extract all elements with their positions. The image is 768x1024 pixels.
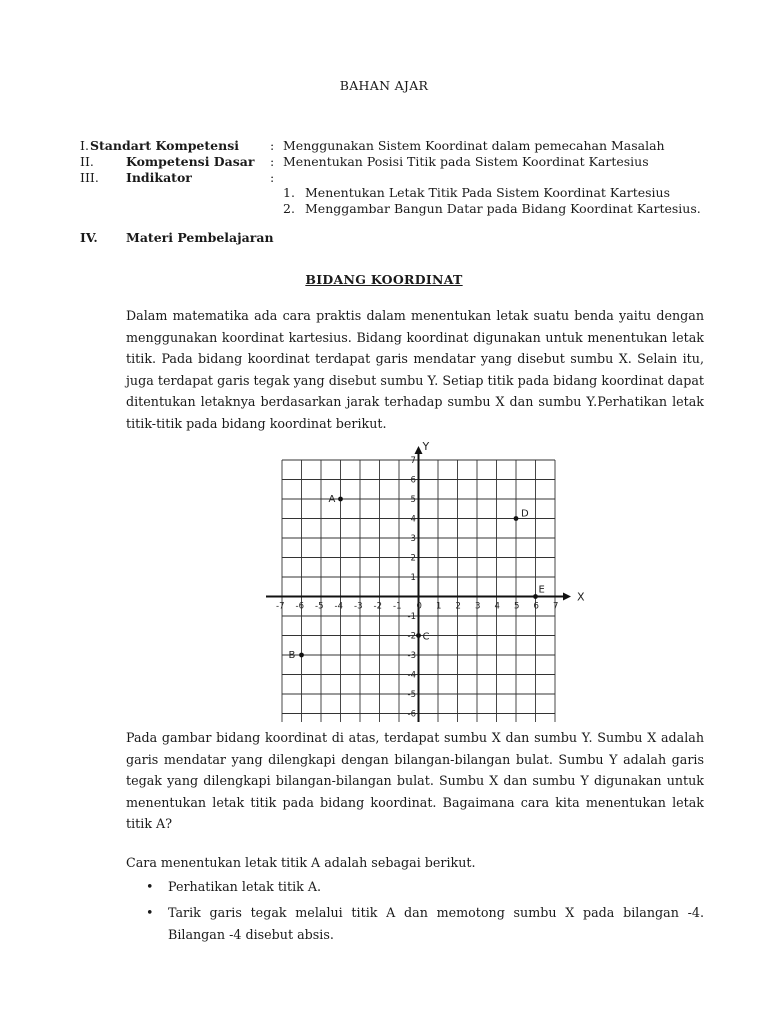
x-tick-label: 1 xyxy=(436,601,442,612)
point-label-b: B xyxy=(288,650,296,661)
bullet-icon: • xyxy=(146,879,154,894)
point-label-a: A xyxy=(328,494,336,505)
competency-number: I. xyxy=(80,138,89,153)
competency-value: Menentukan Posisi Titik pada Sistem Koordinat Kartesius xyxy=(283,154,649,169)
competency-label: Standart Kompetensi xyxy=(90,138,239,153)
x-tick-label: -4 xyxy=(334,601,343,612)
x-axis-arrow-icon xyxy=(563,593,571,601)
list-item xyxy=(126,902,704,946)
x-tick-label: -3 xyxy=(354,601,363,612)
y-tick-label: 7 xyxy=(410,456,416,466)
x-tick-label: 2 xyxy=(455,601,461,612)
y-axis-arrow-icon xyxy=(415,446,423,454)
axes xyxy=(266,440,585,722)
x-tick-label: -2 xyxy=(373,601,382,612)
x-axis-label: X xyxy=(577,590,585,604)
competency-colon: : xyxy=(270,154,275,169)
competency-number: III. xyxy=(80,170,99,185)
point-label-c: C xyxy=(422,631,430,643)
y-tick-label: 2 xyxy=(410,553,416,564)
x-tick-label: -1 xyxy=(393,601,402,612)
x-tick-label: -6 xyxy=(295,601,304,612)
x-tick-label: 4 xyxy=(494,601,500,612)
point-e xyxy=(533,594,538,599)
steps-list xyxy=(126,876,704,950)
competency-colon: : xyxy=(270,170,275,185)
materi-number: IV. xyxy=(80,230,98,245)
y-axis-label: Y xyxy=(422,440,430,453)
x-tick-label: 5 xyxy=(514,601,520,612)
x-tick-label: 7 xyxy=(553,601,559,612)
x-tick-label: -5 xyxy=(315,601,324,612)
section-title: BIDANG KOORDINAT xyxy=(305,272,463,287)
explanation-paragraph: Pada gambar bidang koordinat di atas, terdapat sumbu X dan sumbu Y. Sumbu X adalah garis mendatar yang dilengkapi dengan bilangan-bilangan bulat. Sumbu Y adalah garis tegak yang dilengkapi bilangan-bilangan bulat. Sumbu X dan sumbu Y digunakan untuk menentukan letak titik pada bidang koordinat. Bagaimana cara kita menentukan letak titik A? xyxy=(126,730,704,831)
indicator-text: Menentukan Letak Titik Pada Sistem Koordinat Kartesius xyxy=(305,185,670,200)
competency-number: II. xyxy=(80,154,94,169)
bullet-icon: • xyxy=(146,905,154,920)
list-item xyxy=(126,876,704,898)
y-tick-label: -3 xyxy=(407,651,416,661)
materi-label: Materi Pembelajaran xyxy=(126,230,274,245)
page-title: BAHAN AJAR xyxy=(339,78,429,93)
point-c xyxy=(416,633,421,638)
y-tick-label: -6 xyxy=(407,709,416,720)
x-tick-label: 6 xyxy=(533,601,539,612)
y-tick-label: 5 xyxy=(410,495,416,505)
y-tick-label: -5 xyxy=(407,690,416,700)
x-tick-label: -7 xyxy=(276,601,285,612)
x-tick-label: 3 xyxy=(475,601,481,612)
y-tick-label: 1 xyxy=(410,573,416,583)
list-item-text: Tarik garis tegak melalui titik A dan memotong sumbu X pada bilangan -4. Bilangan -4 disebut absis. xyxy=(168,905,704,942)
intro-paragraph: Dalam matematika ada cara praktis dalam menentukan letak suatu benda yaitu dengan menggunakan koordinat kartesius. Bidang koordinat digunakan untuk menentukan letak titik. Pada bidang koordinat terdapat garis mendatar yang disebut sumbu X. Selain itu, juga terdapat garis tegak yang disebut sumbu Y. Setiap titik pada bidang koordinat dapat ditentukan letaknya berdasarkan jarak terhadap sumbu X dan sumbu Y.Perhatikan letak titik-titik pada bidang koordinat berikut. xyxy=(126,308,704,431)
coordinate-plane xyxy=(260,440,600,722)
competency-colon: : xyxy=(270,138,275,153)
competency-label: Kompetensi Dasar xyxy=(126,154,255,169)
y-tick-label: -4 xyxy=(407,670,416,681)
y-tick-label: 6 xyxy=(410,475,416,486)
y-tick-label: 3 xyxy=(410,534,416,544)
list-item-text: Perhatikan letak titik A. xyxy=(168,879,322,894)
point-a xyxy=(338,497,343,502)
point-d xyxy=(514,516,519,521)
y-tick-label: 4 xyxy=(410,514,416,525)
point-b xyxy=(299,653,304,658)
indicator-number: 2. xyxy=(283,201,295,216)
point-label-e: E xyxy=(538,584,545,596)
indicator-text: Menggambar Bangun Datar pada Bidang Koordinat Kartesius. xyxy=(305,201,701,216)
indicator-number: 1. xyxy=(283,185,295,200)
competency-value: Menggunakan Sistem Koordinat dalam pemecahan Masalah xyxy=(283,138,665,153)
x-tick-label: 0 xyxy=(416,601,422,612)
y-tick-label: -1 xyxy=(407,612,416,622)
point-label-d: D xyxy=(521,508,529,520)
method-paragraph: Cara menentukan letak titik A adalah sebagai berikut. xyxy=(126,855,476,870)
y-tick-label: -2 xyxy=(407,631,416,642)
competency-label: Indikator xyxy=(126,170,192,185)
